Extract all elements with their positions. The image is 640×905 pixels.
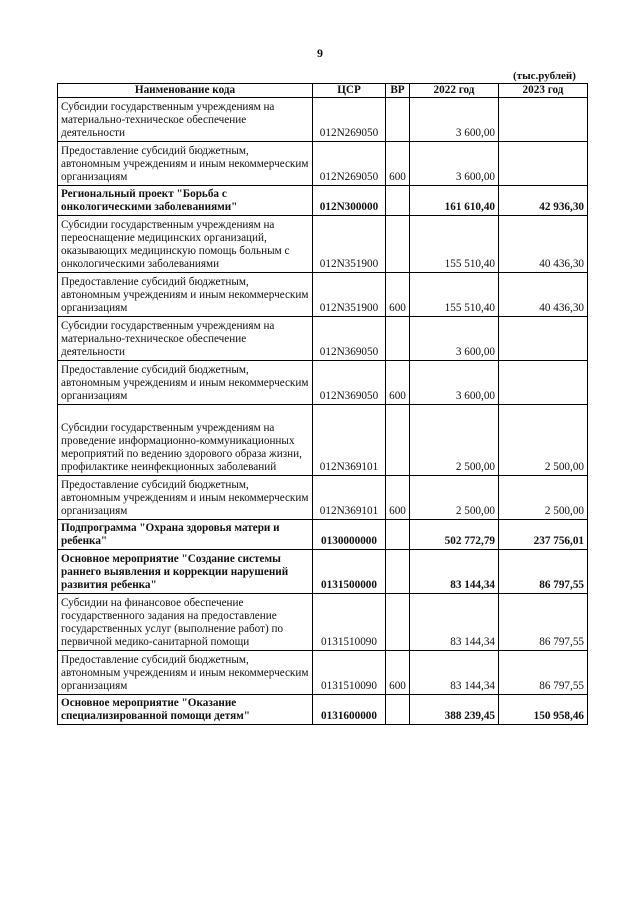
cell-csr: 012N351900 <box>313 273 386 317</box>
table-row <box>58 695 588 725</box>
cell-2022: 155 510,40 <box>410 273 499 317</box>
cell-csr: 012N269050 <box>313 98 386 142</box>
cell-2023 <box>499 142 588 186</box>
cell-2023: 237 756,01 <box>499 520 588 550</box>
table-row <box>58 594 588 651</box>
table-row <box>58 317 588 361</box>
cell-csr: 0131510090 <box>313 594 386 651</box>
cell-2022: 3 600,00 <box>410 142 499 186</box>
budget-table <box>57 83 588 725</box>
cell-name: Предоставление субсидий бюджетным, автономным учреждениям и иным некоммерческим организациям <box>58 142 313 186</box>
cell-name: Предоставление субсидий бюджетным, автономным учреждениям и иным некоммерческим организациям <box>58 361 313 405</box>
cell-2022: 155 510,40 <box>410 216 499 273</box>
cell-2023: 2 500,00 <box>499 476 588 520</box>
cell-csr: 012N369050 <box>313 317 386 361</box>
cell-2023: 2 500,00 <box>499 405 588 476</box>
cell-csr: 012N369050 <box>313 361 386 405</box>
cell-vr <box>386 317 410 361</box>
table-header-row <box>58 84 588 98</box>
unit-note: (тыс.рублей) <box>513 70 576 82</box>
cell-2023: 150 958,46 <box>499 695 588 725</box>
cell-vr: 600 <box>386 476 410 520</box>
table-row <box>58 476 588 520</box>
cell-2022: 83 144,34 <box>410 651 499 695</box>
cell-name: Субсидии государственным учреждениям на переоснащение медицинских организаций, оказывающих медицинскую помощь больным с онкологическими заболеваниями <box>58 216 313 273</box>
cell-csr: 012N351900 <box>313 216 386 273</box>
cell-vr <box>386 695 410 725</box>
cell-name: Предоставление субсидий бюджетным, автономным учреждениям и иным некоммерческим организациям <box>58 651 313 695</box>
cell-csr: 012N300000 <box>313 186 386 216</box>
cell-vr: 600 <box>386 273 410 317</box>
cell-vr <box>386 405 410 476</box>
cell-csr: 0131510090 <box>313 651 386 695</box>
cell-csr: 0130000000 <box>313 520 386 550</box>
cell-2023 <box>499 98 588 142</box>
header-csr: ЦСР <box>313 84 386 98</box>
table-row <box>58 550 588 594</box>
cell-csr: 012N369101 <box>313 476 386 520</box>
cell-2022: 388 239,45 <box>410 695 499 725</box>
cell-name: Предоставление субсидий бюджетным, автономным учреждениям и иным некоммерческим организациям <box>58 476 313 520</box>
cell-vr: 600 <box>386 361 410 405</box>
cell-vr <box>386 520 410 550</box>
cell-2022: 161 610,40 <box>410 186 499 216</box>
table-row <box>58 186 588 216</box>
cell-2023: 86 797,55 <box>499 550 588 594</box>
cell-name: Субсидии на финансовое обеспечение государственного задания на предоставление государственных услуг (выполнение работ) по первичной медико-санитарной помощи <box>58 594 313 651</box>
cell-2023 <box>499 317 588 361</box>
cell-vr: 600 <box>386 142 410 186</box>
cell-2023 <box>499 361 588 405</box>
cell-2023: 40 436,30 <box>499 273 588 317</box>
cell-name: Субсидии государственным учреждениям на материально-техническое обеспечение деятельности <box>58 98 313 142</box>
table-row <box>58 520 588 550</box>
cell-vr <box>386 216 410 273</box>
cell-2022: 3 600,00 <box>410 98 499 142</box>
cell-name: Субсидии государственным учреждениям на материально-техническое обеспечение деятельности <box>58 317 313 361</box>
table-row <box>58 273 588 317</box>
cell-2023: 86 797,55 <box>499 594 588 651</box>
cell-vr <box>386 98 410 142</box>
cell-2023: 42 936,30 <box>499 186 588 216</box>
table-row <box>58 216 588 273</box>
table-row <box>58 405 588 476</box>
cell-vr <box>386 594 410 651</box>
cell-csr: 012N269050 <box>313 142 386 186</box>
header-vr: ВР <box>386 84 410 98</box>
table-row <box>58 651 588 695</box>
cell-name: Региональный проект "Борьба с онкологическими заболеваниями" <box>58 186 313 216</box>
cell-2022: 83 144,34 <box>410 550 499 594</box>
header-name: Наименование кода <box>58 84 313 98</box>
table-row <box>58 361 588 405</box>
cell-name: Подпрограмма "Охрана здоровья матери и ребенка" <box>58 520 313 550</box>
cell-name: Предоставление субсидий бюджетным, автономным учреждениям и иным некоммерческим организациям <box>58 273 313 317</box>
cell-2022: 2 500,00 <box>410 476 499 520</box>
page-number: 9 <box>317 46 323 60</box>
cell-2023: 40 436,30 <box>499 216 588 273</box>
cell-2022: 3 600,00 <box>410 317 499 361</box>
cell-2023: 86 797,55 <box>499 651 588 695</box>
cell-csr: 0131600000 <box>313 695 386 725</box>
cell-name: Субсидии государственным учреждениям на проведение информационно-коммуникационных мероприятий по ведению здорового образа жизни, профилактике неинфекционных заболеваний <box>58 405 313 476</box>
table-row <box>58 142 588 186</box>
header-2022: 2022 год <box>410 84 499 98</box>
cell-2022: 83 144,34 <box>410 594 499 651</box>
cell-2022: 3 600,00 <box>410 361 499 405</box>
cell-2022: 502 772,79 <box>410 520 499 550</box>
cell-csr: 012N369101 <box>313 405 386 476</box>
cell-vr <box>386 550 410 594</box>
cell-2022: 2 500,00 <box>410 405 499 476</box>
cell-vr: 600 <box>386 651 410 695</box>
header-2023: 2023 год <box>499 84 588 98</box>
cell-name: Основное мероприятие "Создание системы раннего выявления и коррекции нарушений развития ребенка" <box>58 550 313 594</box>
cell-vr <box>386 186 410 216</box>
cell-csr: 0131500000 <box>313 550 386 594</box>
table-row <box>58 98 588 142</box>
table-body <box>58 98 588 725</box>
cell-name: Основное мероприятие "Оказание специализированной помощи детям" <box>58 695 313 725</box>
